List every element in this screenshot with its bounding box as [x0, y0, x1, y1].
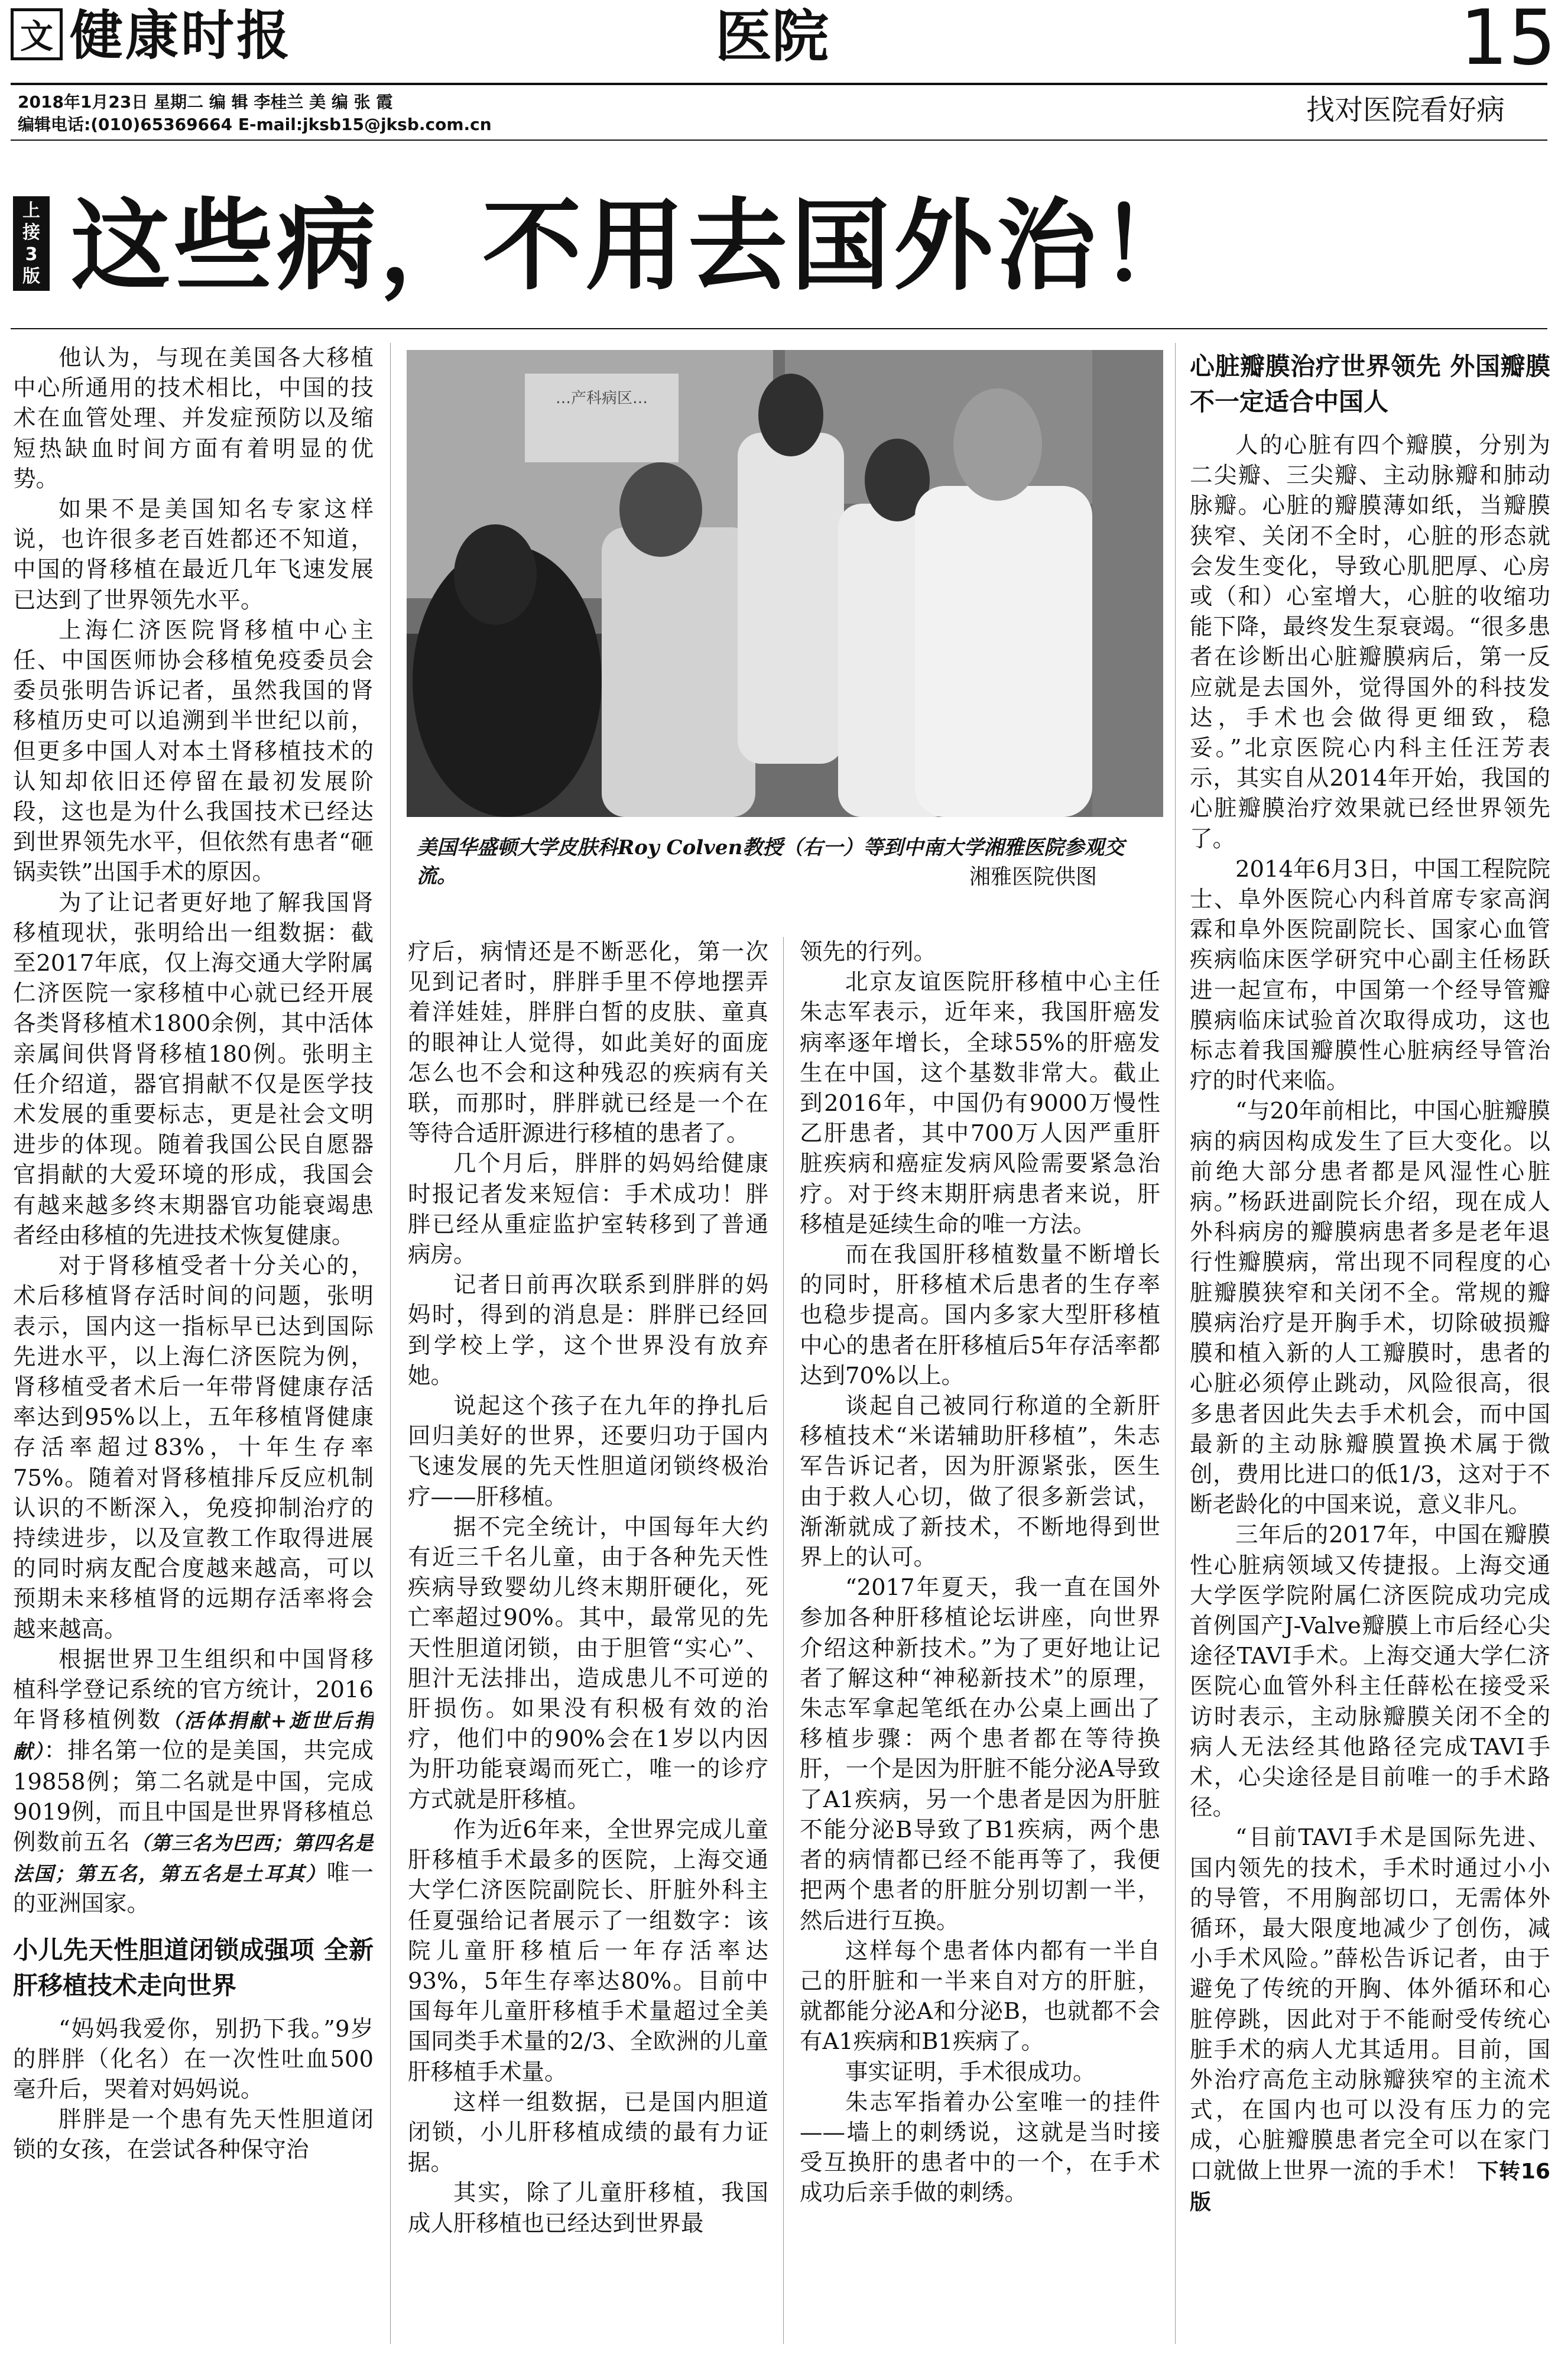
- paragraph: 对于肾移植受者十分关心的，术后移植肾存活时间的问题，张明表示，国内这一指标早已达到国际先进水平，以上海仁济医院为例，肾移植受者术后一年带肾健康存活率达到95%以上，五年移植肾健康存活率超过83%，十年生存率75%。随着对肾移植排斥反应机制认识的不断深入，免疫抑制治疗的持续进步，以及宣教工作取得进展的同时病友配合度越来越高，可以预期未来移植肾的远期存活率将会越来越高。: [13, 1253, 374, 1643]
- photo-caption: 美国华盛顿大学皮肤科Roy Colven教授（右一）等到中南大学湘雅医院参观交流。: [417, 836, 1125, 888]
- news-photo: [407, 350, 1163, 817]
- header-rule-secondary: [11, 140, 1547, 141]
- header-rule: [11, 83, 1547, 85]
- paragraph: 北京友谊医院肝移植中心主任朱志军表示，近年来，我国肝癌发病率逐年增长，全球55%的肝癌发生在中国，这个基数非常大。截止到2016年，中国仍有9000万慢性乙肝患者，其中700万人因严重肝脏疾病和癌症发病风险需要紧急治疗。对于终末期肝病患者来说，肝移植是延续生命的唯一方法。: [800, 969, 1160, 1238]
- paragraph: 胖胖是一个患有先天性胆道闭锁的女孩，在尝试各种保守治: [13, 2106, 374, 2164]
- paragraph: “2017年夏天，我一直在国外参加各种肝移植论坛讲座，向世界介绍这种新技术。”为了更好地让记者了解这种“神秘新技术”的原理，朱志军拿起笔纸在办公桌上画出了移植步骤：两个患者都在等待换肝，一个是因为肝脏不能分泌A导致了A1疾病，另一个患者是因为肝脏不能分泌B导致了B1疾病，两个患者的病情都已经不能再等了，我便把两个患者的肝脏分别切割一半，然后进行互换。: [800, 1574, 1160, 1934]
- paragraph: 2014年6月3日，中国工程院院士、阜外医院心内科首席专家高润霖和阜外医院副院长、国家心血管疾病临床医学研究中心副主任杨跃进一起宣布，中国第一个经导管瓣膜病临床试验首次取得成功，这也标志着我国瓣膜性心脏病经导管治疗的时代来临。: [1190, 855, 1550, 1095]
- paragraph: [1190, 1823, 1550, 2217]
- paragraph: 如果不是美国知名专家这样说，也许很多老百姓都还不知道，中国的肾移植在最近几年飞速发展已达到了世界领先水平。: [13, 496, 374, 614]
- paragraph: 朱志军指着办公室唯一的挂件——墙上的刺绣说，这就是当时接受互换肝的患者中的一个，在手术成功后亲手做的刺绣。: [800, 2089, 1160, 2207]
- paragraph: 作为近6年来，全世界完成儿童肝移植手术最多的医院，上海交通大学仁济医院副院长、肝脏外科主任夏强给记者展示了一组数字：该院儿童肝移植后一年存活率达93%，5年生存率达80%。目前中国每年儿童肝移植手术量超过全美国同类手术量的2/3、全欧洲的儿童肝移植手术量。: [408, 1816, 768, 2086]
- paragraph: 三年后的2017年，中国在瓣膜性心脏病领域又传捷报。上海交通大学医学院附属仁济医院成功完成首例国产J-Valve瓣膜上市后经心尖途径TAVI手术。上海交通大学仁济医院心血管外科主任薛松在接受采访时表示，主动脉瓣膜关闭不全的病人无法经其他路径完成TAVI手术，心尖途径是目前唯一的手术路径。: [1190, 1522, 1550, 1821]
- paragraph: 这样每个患者体内都有一半自己的肝脏和一半来自对方的肝脏，就都能分泌A和分泌B，也就都不会有A1疾病和B1疾病了。: [800, 1937, 1160, 2055]
- paragraph: 其实，除了儿童肝移植，我国成人肝移植也已经达到世界最: [408, 2180, 768, 2237]
- paragraph: 为了让记者更好地了解我国肾移植现状，张明给出一组数据：截至2017年底，仅上海交通大学附属仁济医院一家移植中心就已经开展各类肾移植术1800余例，其中活体亲属间供肾肾移植180例。张明主任介绍道，器官捐献不仅是医学技术发展的重要标志，更是社会文明进步的体现。随着我国公民自愿器官捐献的大爱环境的形成，我国会有越来越多终末期器官功能衰竭患者经由移植的先进技术恢复健康。: [13, 889, 374, 1249]
- article-column-1: [13, 343, 374, 2344]
- paragraph: 他认为，与现在美国各大移植中心所通用的技术相比，中国的技术在血管处理、并发症预防以及缩短热缺血时间方面有着明显的优势。: [13, 345, 374, 492]
- paragraph: 疗后，病情还是不断恶化，第一次见到记者时，胖胖手里不停地摆弄着洋娃娃，胖胖白皙的皮肤、童真的眼神让人觉得，如此美好的面庞怎么也不会和这种残忍的疾病有关联，而那时，胖胖就已经是一个在等待合适肝源进行移植的患者了。: [408, 939, 768, 1147]
- text-run: ：排名第一位的是美国，共完成19858例；第二名就是中国，完成9019例，而且中国是世界肾移植总例数前五名: [13, 1737, 374, 1856]
- logo-glyph: 文: [20, 17, 53, 56]
- article-headline: 这些病，不用去国外治！: [71, 187, 1202, 304]
- column-divider: [783, 937, 784, 2344]
- paragraph: “与20年前相比，中国心脏瓣膜病的病因构成发生了巨大变化。以前绝大部分患者都是风湿性心脏病。”杨跃进副院长介绍，现在成人外科病房的瓣膜病患者多是老年退行性瓣膜病，常出现不同程度的心脏瓣膜狭窄和关闭不全。常规的瓣膜病治疗是开胸手术，切除破损瓣膜和植入新的人工瓣膜时，患者的心脏必须停止跳动，风险很高，很多患者因此失去手术机会，而中国最新的主动脉瓣膜置换术属于微创，费用比进口的低1/3，这对于不断老龄化的中国来说，意义非凡。: [1190, 1098, 1550, 1519]
- column-divider: [1175, 343, 1176, 2344]
- paragraph: “妈妈我爱你，别扔下我。”9岁的胖胖（化名）在一次性吐血500毫升后，哭着对妈妈说。: [13, 2015, 374, 2103]
- paragraph: 据不完全统计，中国每年大约有近三千名儿童，由于各种先天性疾病导致婴幼儿终末期肝硬化，死亡率超过90%。其中，最常见的先天性胆道闭锁，由于胆管“实心”、胆汁无法排出，造成患儿不可逆的肝损伤。如果没有积极有效的治疗，他们中的90%会在1岁以内因为肝功能衰竭而死亡，唯一的诊疗方式就是肝移植。: [408, 1513, 768, 1813]
- paragraph: 记者日前再次联系到胖胖的妈妈时，得到的消息是：胖胖已经回到学校上学，这个世界没有放弃她。: [408, 1272, 768, 1389]
- paragraph: 几个月后，胖胖的妈妈给健康时报记者发来短信：手术成功！胖胖已经从重症监护室转移到了普通病房。: [408, 1150, 768, 1269]
- paragraph: 这样一组数据，已是国内胆道闭锁，小儿肝移植成绩的最有力证据。: [408, 2089, 768, 2177]
- paragraph: 领先的行列。: [800, 939, 937, 965]
- paragraph: [13, 1645, 374, 1919]
- continued-char: 3: [25, 244, 38, 265]
- newspaper-logo-icon: [11, 8, 63, 60]
- article-column-2: [408, 937, 768, 2344]
- subheading: 小儿先天性胆道闭锁成强项 全新肝移植技术走向世界: [13, 1935, 374, 2000]
- text-run: “目前TAVI手术是国际先进、国内领先的技术，手术时通过小小的导管，不用胸部切口，无需体外循环，最大限度地减少了创伤，减小手术风险。”薛松告诉记者，由于避免了传统的开胸、体外循环和心脏停跳，因此对于不能耐受传统心脏手术的病人尤其适用。目前，国外治疗高危主动脉瓣狭窄的主流术式，在国内也可以没有压力的完成，心脏瓣膜患者完全可以在家门口就做上世界一流的手术！: [1190, 1824, 1550, 2184]
- continued-char: 版: [22, 266, 40, 287]
- photo-credit: 湘雅医院供图: [969, 865, 1098, 889]
- issue-info: 2018年1月23日 星期二 编 辑 李桂兰 美 编 张 霞: [18, 92, 393, 112]
- section-slogan: 找对医院看好病: [1306, 93, 1505, 127]
- article-column-3: [800, 937, 1160, 2344]
- article-column-4: [1190, 343, 1550, 2344]
- continued-char: 上: [22, 200, 40, 221]
- page-number: 15: [1460, 0, 1556, 82]
- editor-contact: 编辑电话:(010)65369664 E-mail:jksb15@jksb.com.cn: [18, 115, 492, 134]
- subheading: 心脏瓣膜治疗世界领先 外国瓣膜不一定适合中国人: [1190, 352, 1550, 416]
- paragraph: 人的心脏有四个瓣膜，分别为二尖瓣、三尖瓣、主动脉瓣和肺动脉瓣。心脏的瓣膜薄如纸，当瓣膜狭窄、关闭不全时，心脏的形态就会发生变化，导致心肌肥厚、心房或（和）心室增大，心脏的收缩功能下降，最终发生泵衰竭。“很多患者在诊断出心脏瓣膜病后，第一反应就是去国外，觉得国外的科技发达，手术也会做得更细致，稳妥。”北京医院心内科主任汪芳表示，其实自从2014年开始，我国的心脏瓣膜治疗效果就已经世界领先了。: [1190, 432, 1550, 852]
- paragraph: 谈起自己被同行称道的全新肝移植技术“米诺辅助肝移植”，朱志军告诉记者，因为肝源紧张，医生由于救人心切，做了很多新尝试，渐渐就成了新技术，不断地得到世界上的认可。: [800, 1393, 1160, 1571]
- paragraph: 而在我国肝移植数量不断增长的同时，肝移植术后患者的生存率也稳步提高。国内多家大型肝移植中心的患者在肝移植后5年存活率都达到70%以上。: [800, 1241, 1160, 1389]
- column-divider: [390, 343, 391, 2344]
- continued-char: 接: [22, 222, 40, 243]
- text-note: （活体捐献+逝世后捐献）: [13, 1709, 374, 1763]
- newspaper-name: 健康时报: [70, 4, 292, 67]
- text-run: 根据世界卫生组织和中国肾移植科学登记系统的官方统计，2016年肾移植例数: [13, 1646, 374, 1734]
- text-note: （第三名为巴西；第四名是法国；第五名，第五名是土耳其）: [13, 1831, 374, 1886]
- text-run: 唯一的亚洲国家。: [13, 1860, 374, 1918]
- continued-on-note: 下转16版: [1190, 2159, 1550, 2214]
- paragraph: 说起这个孩子在九年的挣扎后回归美好的世界，还要归功于国内飞速发展的先天性胆道闭锁终极治疗——肝移植。: [408, 1393, 768, 1510]
- continued-from-badge: [13, 196, 50, 291]
- section-title: 医院: [715, 3, 829, 70]
- headline-rule: [11, 328, 1547, 329]
- wall-sign-text: …产科病区…: [555, 390, 648, 407]
- paragraph: 事实证明，手术很成功。: [845, 2058, 1096, 2086]
- paragraph: 上海仁济医院肾移植中心主任、中国医师协会移植免疫委员会委员张明告诉记者，虽然我国的肾移植历史可以追溯到半世纪以前，但更多中国人对本土肾移植技术的认知却依旧还停留在最初发展阶段，这也是为什么我国技术已经达到世界领先水平，但依然有患者“砸锅卖铁”出国手术的原因。: [13, 617, 374, 886]
